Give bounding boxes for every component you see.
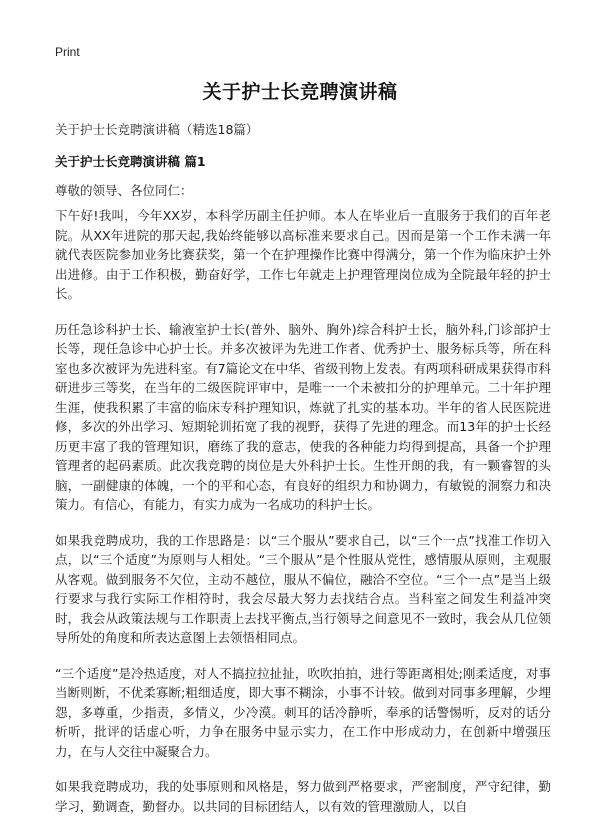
document-title: 关于护士长竞聘演讲稿 bbox=[202, 81, 398, 103]
print-link[interactable]: Print bbox=[55, 45, 80, 59]
body-paragraph: 如果我竞聘成功，我的处事原则和风格是，努力做到严格要求，严密制度，严守纪律，勤学习，勤调查，勤督办。以共同的目标团结人，以有效的管理激励人，以自 bbox=[55, 779, 551, 814]
body-paragraph: 历任急诊科护士长、输液室护士长(普外、脑外、胸外)综合科护士长，脑外科,门诊部护士长等，现任急诊中心护士长。并多次被评为先进工作者、优秀护士、服务标兵等，所在科室也多次被评为先进科室。有7篇论文在中华、省级刊物上发表。有两项科研成果获得市科研进步三等奖，在当年的二级医院评审中，是唯一一个未被扣分的护理单元。二十年护理生涯，使我积累了丰富的临床专科护理知识，炼就了扎实的基本功。半年的省人民医院进修，多次的外出学习、短期轮训拓宽了我的视野，获得了先进的理念。而13年的护士长经历更丰富了我的管理知识，磨练了我的意志，使我的各种能力均得到提高，具备一个护理管理者的起码素质。此次我竞聘的岗位是大外科护士长。生性开朗的我，有一颗睿智的头脑，一副健康的体魄，一个的平和心态，有良好的组织力和协调力，有敏锐的洞察力和决策力。有信心，有能力，有实力成为一名成功的科护士长。 bbox=[55, 321, 551, 512]
section-heading: 关于护士长竞聘演讲稿 篇1 bbox=[55, 154, 206, 169]
document-subtitle: 关于护士长竞聘演讲稿（精选18篇） bbox=[55, 122, 259, 137]
body-paragraph: 下午好!我叫，今年XX岁，本科学历副主任护师。本人在毕业后一直服务于我们的百年老院。从XX年进院的那天起,我始终能够以高标准来要求自己。因而是第一个工作未满一年就代表医院参加业务比赛获奖，第一个在护理操作比赛中得满分，第一个作为临床护士外出进修。由于工作积极，勤奋好学，工作七年就走上护理管理岗位成为全院最年轻的护士长。 bbox=[55, 208, 551, 301]
body-paragraph: 如果我竞聘成功，我的工作思路是：以“三个服从”要求自己，以“三个一点”找准工作切入点，以“三个适度”为原则与人相处。“三个服从”是个性服从党性，感情服从原则，主观服从客观。做到服务不欠位，主动不越位，服从不偏位，融洽不空位。“三个一点”是当上级行要求与我行实际工作相符时，我会尽最大努力去找结合点。当科室之间发生利益冲突时，我会从政策法规与工作职责上去找平衡点,当行领导之间意见不一致时，我会从几位领导所处的角度和所表达意图上去领悟相同点。 bbox=[55, 532, 551, 645]
greeting-line: 尊敬的领导、各位同仁： bbox=[55, 183, 193, 198]
body-paragraph: “三个适度”是冷热适度，对人不搞拉拉扯扯，吹吹拍拍，进行等距离相处;刚柔适度，对事当断则断，不优柔寡断;粗细适度，即大事不糊涂，小事不计较。做到对同事多理解，少埋怨，多尊重，少指责，多情义，少冷漠。刺耳的话冷静听，奉承的话警惕听，反对的话分析听，批评的话虚心听，力争在服务中显示实力，在工作中形成动力，在创新中增强压力，在与人交往中凝聚合力。 bbox=[55, 665, 551, 759]
document-body bbox=[55, 206, 551, 832]
